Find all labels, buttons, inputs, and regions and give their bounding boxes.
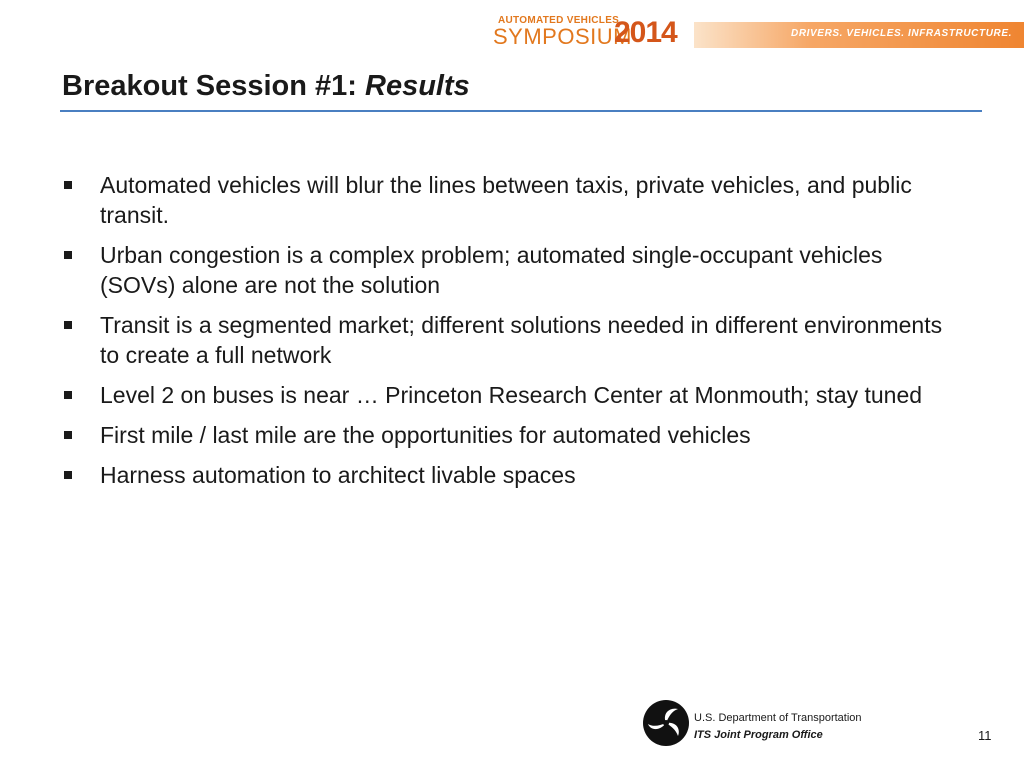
- bullet-list: [62, 170, 962, 500]
- symposium-logo-line2: SYMPOSIUM: [493, 24, 632, 49]
- symposium-logo-year: 2014: [614, 16, 677, 49]
- bullet-text: Transit is a segmented market; different solutions needed in different environments to create a full network: [100, 312, 943, 368]
- bullet-item: [62, 460, 962, 490]
- banner-strip: [694, 22, 1024, 48]
- banner-tagline: DRIVERS. VEHICLES. INFRASTRUCTURE.: [791, 28, 1012, 39]
- bullet-text: Level 2 on buses is near … Princeton Research Center at Monmouth; stay tuned: [100, 382, 923, 408]
- bullet-item: [62, 420, 962, 450]
- bullet-text: Harness automation to architect livable spaces: [100, 462, 576, 488]
- title-main: Breakout Session #1:: [62, 70, 365, 102]
- square-bullet-icon: [64, 431, 72, 439]
- bullet-item: [62, 380, 962, 410]
- bullet-item: [62, 240, 962, 300]
- page-number: 11: [978, 728, 992, 743]
- bullet-text: Automated vehicles will blur the lines between taxis, private vehicles, and public transit.: [100, 172, 912, 228]
- footer-office: ITS Joint Program Office: [694, 729, 823, 741]
- square-bullet-icon: [64, 181, 72, 189]
- title-accent: Results: [365, 70, 470, 102]
- bullet-item: [62, 310, 962, 370]
- bullet-text: Urban congestion is a complex problem; automated single-occupant vehicles (SOVs) alone are not the solution: [100, 242, 883, 298]
- slide-title: [62, 70, 470, 103]
- square-bullet-icon: [64, 391, 72, 399]
- square-bullet-icon: [64, 251, 72, 259]
- header-banner: [0, 0, 1024, 58]
- dot-triskelion-logo-icon: [642, 699, 690, 747]
- footer-department: U.S. Department of Transportation: [694, 712, 862, 724]
- square-bullet-icon: [64, 471, 72, 479]
- symposium-logo-line1: AUTOMATED VEHICLES: [498, 15, 620, 26]
- bullet-item: [62, 170, 962, 230]
- title-divider: [60, 110, 982, 112]
- bullet-text: First mile / last mile are the opportunities for automated vehicles: [100, 422, 751, 448]
- square-bullet-icon: [64, 321, 72, 329]
